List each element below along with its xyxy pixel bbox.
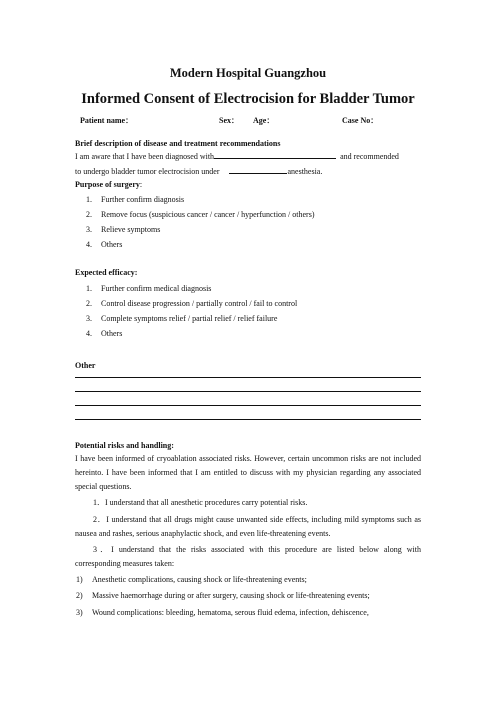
age-label: Age： bbox=[253, 116, 275, 125]
anesthesia-blank[interactable] bbox=[229, 165, 287, 174]
risk-item-number: 2) bbox=[76, 591, 83, 600]
other-line[interactable] bbox=[75, 377, 421, 378]
patient-name-label: Patient name： bbox=[80, 116, 134, 125]
brief-line-2-end: anesthesia. bbox=[287, 167, 323, 176]
brief-line-1 bbox=[75, 150, 421, 162]
efficacy-item-text: Further confirm medical diagnosis bbox=[101, 284, 212, 293]
efficacy-item-text: Complete symptoms relief / partial relief / relief failure bbox=[101, 314, 278, 323]
brief-line-2-start: to undergo bladder tumor electrocision under bbox=[75, 167, 220, 176]
efficacy-heading: Expected efficacy: bbox=[75, 268, 138, 277]
efficacy-item-number: 4. bbox=[86, 329, 92, 338]
sex-label: Sex： bbox=[219, 116, 239, 125]
purpose-item-text: Others bbox=[101, 240, 123, 249]
efficacy-item bbox=[86, 284, 211, 293]
brief-heading: Brief description of disease and treatment recommendations bbox=[75, 139, 281, 148]
efficacy-item bbox=[86, 299, 297, 308]
risks-heading: Potential risks and handling: bbox=[75, 441, 174, 450]
risk-item-number: 3) bbox=[76, 608, 83, 617]
other-line[interactable] bbox=[75, 419, 421, 420]
efficacy-item bbox=[86, 314, 277, 323]
purpose-heading: Purpose of surgery bbox=[75, 180, 140, 189]
efficacy-item-number: 3. bbox=[86, 314, 92, 323]
other-line[interactable] bbox=[75, 391, 421, 392]
purpose-item-text: Relieve symptoms bbox=[101, 225, 161, 234]
efficacy-item-text: Control disease progression / partially control / fail to control bbox=[101, 299, 298, 308]
diagnosis-blank[interactable] bbox=[214, 150, 336, 159]
risk-paragraph-2: 2．I understand that all drugs might cause unwanted side effects, including mild symptoms such as nausea and rashes, serious anaphylactic shock, and even life-threatening events. bbox=[75, 515, 421, 538]
purpose-colon: : bbox=[139, 180, 143, 189]
purpose-item-number: 4. bbox=[86, 240, 92, 249]
purpose-item-number: 2. bbox=[86, 210, 92, 219]
purpose-item bbox=[86, 240, 122, 249]
purpose-item bbox=[86, 210, 314, 219]
other-heading: Other bbox=[75, 361, 96, 370]
efficacy-item-text: Others bbox=[101, 329, 123, 338]
brief-line-1-start: I am aware that I have been diagnosed with bbox=[75, 152, 215, 161]
risk-item bbox=[76, 575, 421, 584]
purpose-item bbox=[86, 225, 160, 234]
purpose-item-text: Further confirm diagnosis bbox=[101, 195, 185, 204]
risk-item bbox=[76, 608, 421, 617]
purpose-item-text: Remove focus (suspicious cancer / cancer / hyperfunction / others) bbox=[101, 210, 315, 219]
brief-line-2 bbox=[75, 165, 421, 177]
purpose-item-number: 3. bbox=[86, 225, 92, 234]
risk-item bbox=[76, 591, 421, 600]
case-no-label: Case No： bbox=[342, 116, 379, 125]
brief-line-1-end: and recommended bbox=[340, 152, 399, 161]
other-line[interactable] bbox=[75, 405, 421, 406]
risk-item-text: Anesthetic complications, causing shock or life-threatening events; bbox=[92, 575, 307, 584]
risks-intro: I have been informed of cryoablation associated risks. However, certain uncommon risks are not included hereinto. I have been informed that I am entitled to discuss with my physician regarding any associated special questions. bbox=[75, 454, 421, 491]
risk-item-text: Massive haemorrhage during or after surgery, causing shock or life-threatening events; bbox=[92, 591, 370, 600]
purpose-heading-row bbox=[75, 179, 421, 190]
purpose-item-number: 1. bbox=[86, 195, 92, 204]
risk-item-text: Wound complications: bleeding, hematoma, serous fluid edema, infection, dehiscence, bbox=[92, 608, 369, 617]
efficacy-item-number: 1. bbox=[86, 284, 92, 293]
purpose-item bbox=[86, 195, 184, 204]
document-title: Informed Consent of Electrocision for Bladder Tumor bbox=[81, 91, 415, 107]
risk-item-number: 1) bbox=[76, 575, 83, 584]
hospital-name: Modern Hospital Guangzhou bbox=[169, 66, 327, 80]
risk-paragraph-1: 1．I understand that all anesthetic procedures carry potential risks. bbox=[93, 498, 308, 507]
efficacy-item bbox=[86, 329, 122, 338]
efficacy-item-number: 2. bbox=[86, 299, 92, 308]
risk-paragraph-3: 3．I understand that the risks associated with this procedure are listed below along with corresponding measures taken: bbox=[75, 545, 421, 568]
